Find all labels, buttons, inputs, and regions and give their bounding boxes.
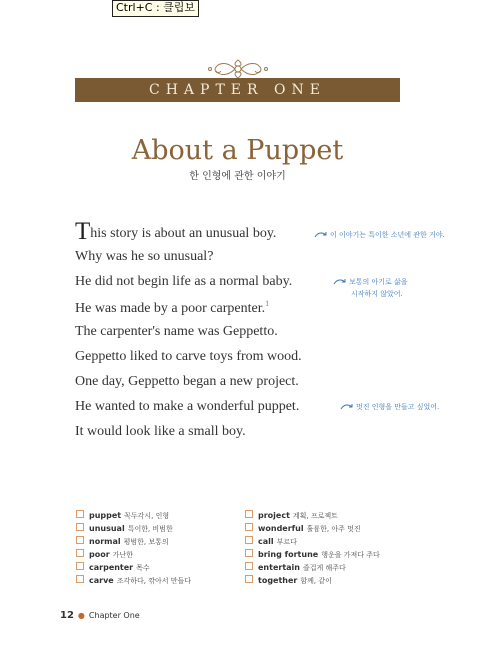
bullet-icon: ● [77,611,85,620]
story-line-9: It would look like a small boy. [75,424,246,439]
vocab-item [245,535,297,548]
story-line-2: Why was he so unusual? [75,249,214,264]
story-line-8: He wanted to make a wonderful puppet. [75,399,300,414]
story-line-text: He was made by a poor carpenter. [75,301,266,316]
vocab-meaning: 꼭두각시, 인형 [124,512,170,520]
checkbox-icon [76,562,84,570]
margin-note-2 [333,277,408,287]
vocab-item [245,574,332,587]
page-footer [60,609,140,623]
checkbox-icon [245,549,253,557]
vocab-word: unusual [89,524,125,533]
story-line-4 [75,299,269,317]
vocab-word: wonderful [258,524,304,533]
story-line-6: Geppetto liked to carve toys from wood. [75,349,302,364]
curved-arrow-icon [340,403,354,411]
checkbox-icon [76,523,84,531]
vocab-meaning: 평범한, 보통의 [123,538,169,546]
checkbox-icon [245,523,253,531]
vocab-word: normal [89,537,121,546]
curved-arrow-icon [333,278,347,286]
vocab-item [76,548,133,561]
vocab-item [245,561,346,574]
checkbox-icon [76,536,84,544]
vocab-word: puppet [89,511,122,520]
vocab-item [76,574,191,587]
story-line-text: his story is about an unusual boy. [90,226,277,241]
margin-note-3 [340,402,439,412]
footnote-marker: 1 [265,299,270,308]
checkbox-icon [245,575,253,583]
ornament-icon [206,58,270,80]
vocab-meaning: 특이한, 비범한 [127,525,173,533]
vocab-word: poor [89,550,110,559]
margin-note-text: 이 이야기는 특이한 소년에 관한 거야. [330,231,445,239]
story-line-1 [75,218,276,246]
margin-note-text: 보통의 아기로 삶을 [349,278,408,286]
vocab-meaning: 행운을 가져다 주다 [321,551,380,559]
vocab-meaning: 조각하다, 깎아서 만들다 [116,577,192,585]
clipboard-tooltip: Ctrl+C : 클립보 [112,0,199,17]
page-number: 12 [60,610,74,621]
chapter-banner: CHAPTER ONE [75,78,400,102]
vocab-meaning: 훌륭한, 아주 멋진 [306,525,361,533]
checkbox-icon [245,510,253,518]
vocab-word: carpenter [89,563,134,572]
checkbox-icon [76,549,84,557]
page-subtitle: 한 인형에 관한 이야기 [189,171,286,182]
vocab-item [76,535,169,548]
margin-note-2-cont: 시작하지 않았어. [351,290,403,298]
page-title: About a Puppet [131,135,344,166]
vocab-item [245,548,380,561]
vocab-item [76,522,173,535]
vocab-word: bring fortune [258,550,319,559]
footer-section: Chapter One [88,611,140,620]
story-line-7: One day, Geppetto began a new project. [75,374,299,389]
vocab-word: carve [89,576,114,585]
margin-note-text: 멋진 인형을 만들고 싶었어. [356,403,440,411]
vocab-word: together [258,576,298,585]
vocab-word: call [258,537,274,546]
vocab-item [76,509,169,522]
vocab-item [245,522,361,535]
curved-arrow-icon [314,231,328,239]
vocab-meaning: 함께, 같이 [300,577,332,585]
vocab-meaning: 부르다 [276,538,297,546]
margin-note-1 [314,230,445,240]
vocab-meaning: 가난한 [112,551,133,559]
vocab-item [76,561,150,574]
checkbox-icon [76,510,84,518]
vocab-word: project [258,511,290,520]
vocab-meaning: 목수 [136,564,150,572]
vocab-meaning: 즐겁게 해주다 [302,564,346,572]
checkbox-icon [245,562,253,570]
checkbox-icon [76,575,84,583]
story-line-5: The carpenter's name was Geppetto. [75,324,278,339]
story-line-3: He did not begin life as a normal baby. [75,274,293,289]
vocab-item [245,509,338,522]
vocab-word: entertain [258,563,300,572]
drop-cap: T [75,218,91,245]
vocab-meaning: 계획, 프로젝트 [292,512,338,520]
checkbox-icon [245,536,253,544]
